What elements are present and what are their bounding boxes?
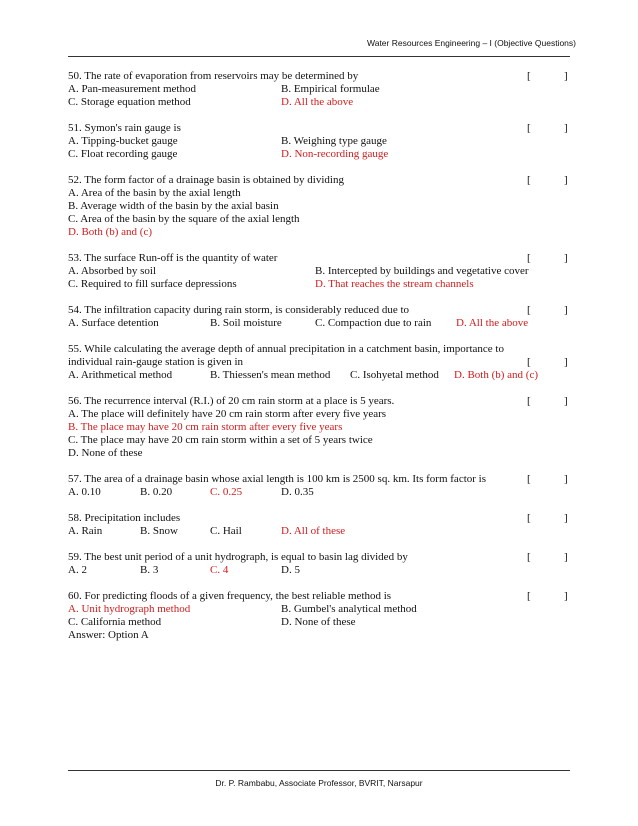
option-c: C. Hail	[210, 525, 242, 537]
option-a: A. Pan-measurement method	[68, 83, 196, 95]
question-text: 56. The recurrence interval (R.I.) of 20 cm rain storm at a place is 5 years.	[68, 395, 395, 407]
header-divider	[68, 56, 570, 57]
question-51	[68, 122, 571, 161]
option-b: B. Average width of the basin by the axial basin	[68, 200, 279, 212]
option-a: A. 0.10	[68, 486, 101, 498]
question-text: 58. Precipitation includes	[68, 512, 181, 524]
option-c: C. Required to fill surface depressions	[68, 278, 237, 290]
answer-bracket-open: [	[527, 473, 531, 485]
option-c: C. Isohyetal method	[350, 369, 439, 381]
question-text: 53. The surface Run-off is the quantity of water	[68, 252, 278, 264]
answer-bracket-close: ]	[564, 356, 568, 368]
question-58	[68, 512, 571, 538]
answer-bracket-open: [	[527, 252, 531, 264]
answer-bracket-open: [	[527, 122, 531, 134]
option-a: A. Tipping-bucket gauge	[68, 135, 178, 147]
footer-divider	[68, 770, 570, 771]
option-c: C. Storage equation method	[68, 96, 191, 108]
question-53	[68, 252, 571, 291]
answer-bracket-open: [	[527, 356, 531, 368]
question-text: 60. For predicting floods of a given frequency, the best reliable method is	[68, 590, 392, 602]
option-d-correct: D. Both (b) and (c)	[454, 369, 539, 381]
answer-bracket-close: ]	[564, 252, 568, 264]
answer-line: Answer: Option A	[68, 629, 149, 641]
option-c: C. California method	[68, 616, 162, 628]
option-d: D. None of these	[281, 616, 356, 628]
option-a: A. Surface detention	[68, 317, 159, 329]
option-d-correct: D. All the above	[281, 96, 354, 108]
answer-bracket-close: ]	[564, 551, 568, 563]
option-a: A. Area of the basin by the axial length	[68, 187, 241, 199]
option-c: C. Area of the basin by the square of the axial length	[68, 213, 300, 225]
question-text: 52. The form factor of a drainage basin is obtained by dividing	[68, 174, 344, 186]
question-text: 51. Symon's rain gauge is	[68, 122, 181, 134]
question-text-line2: individual rain-gauge station is given in	[68, 356, 244, 368]
question-text: 59. The best unit period of a unit hydrograph, is equal to basin lag divided by	[68, 551, 408, 563]
answer-bracket-open: [	[527, 551, 531, 563]
question-59	[68, 551, 571, 577]
option-d: D. 5	[281, 564, 300, 576]
option-a: A. Rain	[68, 525, 103, 537]
option-b: B. Intercepted by buildings and vegetative cover	[315, 265, 529, 277]
option-d: D. None of these	[68, 447, 143, 459]
option-a: A. Arithmetical method	[68, 369, 173, 381]
answer-bracket-close: ]	[564, 304, 568, 316]
option-b: B. Gumbel's analytical method	[281, 603, 417, 615]
option-b: B. 0.20	[140, 486, 173, 498]
question-text: 54. The infiltration capacity during rain storm, is considerably reduced due to	[68, 304, 410, 316]
option-b: B. 3	[140, 564, 159, 576]
option-b: B. Weighing type gauge	[281, 135, 387, 147]
answer-bracket-close: ]	[564, 70, 568, 82]
questions-body	[68, 70, 571, 655]
option-b: B. Soil moisture	[210, 317, 282, 329]
question-text-line1: 55. While calculating the average depth of annual precipitation in a catchment basin, importance to	[68, 343, 504, 355]
page-footer: Dr. P. Rambabu, Associate Professor, BVRIT, Narsapur	[215, 778, 423, 788]
option-a: A. The place will definitely have 20 cm rain storm after every five years	[68, 408, 387, 420]
question-60	[68, 590, 571, 642]
question-54	[68, 304, 571, 330]
answer-bracket-open: [	[527, 590, 531, 602]
question-56	[68, 395, 571, 460]
option-d-correct: D. All the above	[456, 317, 529, 329]
option-c-correct: C. 0.25	[210, 486, 243, 498]
question-55	[68, 343, 571, 382]
question-text: 50. The rate of evaporation from reservoirs may be determined by	[68, 70, 359, 82]
option-d-correct: D. That reaches the stream channels	[315, 278, 474, 290]
answer-bracket-open: [	[527, 512, 531, 524]
question-50	[68, 70, 571, 109]
page-header: Water Resources Engineering – I (Objective Questions)	[367, 38, 576, 48]
question-57	[68, 473, 571, 499]
option-a: A. 2	[68, 564, 87, 576]
option-b-correct: B. The place may have 20 cm rain storm after every five years	[68, 421, 343, 433]
answer-bracket-close: ]	[564, 395, 568, 407]
answer-bracket-close: ]	[564, 512, 568, 524]
answer-bracket-open: [	[527, 174, 531, 186]
answer-bracket-open: [	[527, 304, 531, 316]
option-a: A. Absorbed by soil	[68, 265, 156, 277]
question-text: 57. The area of a drainage basin whose axial length is 100 km is 2500 sq. km. Its form factor is	[68, 473, 487, 485]
answer-bracket-close: ]	[564, 473, 568, 485]
answer-bracket-close: ]	[564, 122, 568, 134]
option-d-correct: D. All of these	[281, 525, 346, 537]
option-b: B. Empirical formulae	[281, 83, 380, 95]
answer-bracket-close: ]	[564, 590, 568, 602]
option-c: C. The place may have 20 cm rain storm within a set of 5 years twice	[68, 434, 373, 446]
option-c-correct: C. 4	[210, 564, 229, 576]
option-c: C. Compaction due to rain	[315, 317, 432, 329]
option-d-correct: D. Non-recording gauge	[281, 148, 389, 160]
question-52	[68, 174, 571, 239]
option-a-correct: A. Unit hydrograph method	[68, 603, 191, 615]
option-b: B. Thiessen's mean method	[210, 369, 331, 381]
answer-bracket-close: ]	[564, 174, 568, 186]
answer-bracket-open: [	[527, 70, 531, 82]
answer-bracket-open: [	[527, 395, 531, 407]
option-d-correct: D. Both (b) and (c)	[68, 226, 153, 238]
option-b: B. Snow	[140, 525, 178, 537]
option-d: D. 0.35	[281, 486, 314, 498]
option-c: C. Float recording gauge	[68, 148, 178, 160]
